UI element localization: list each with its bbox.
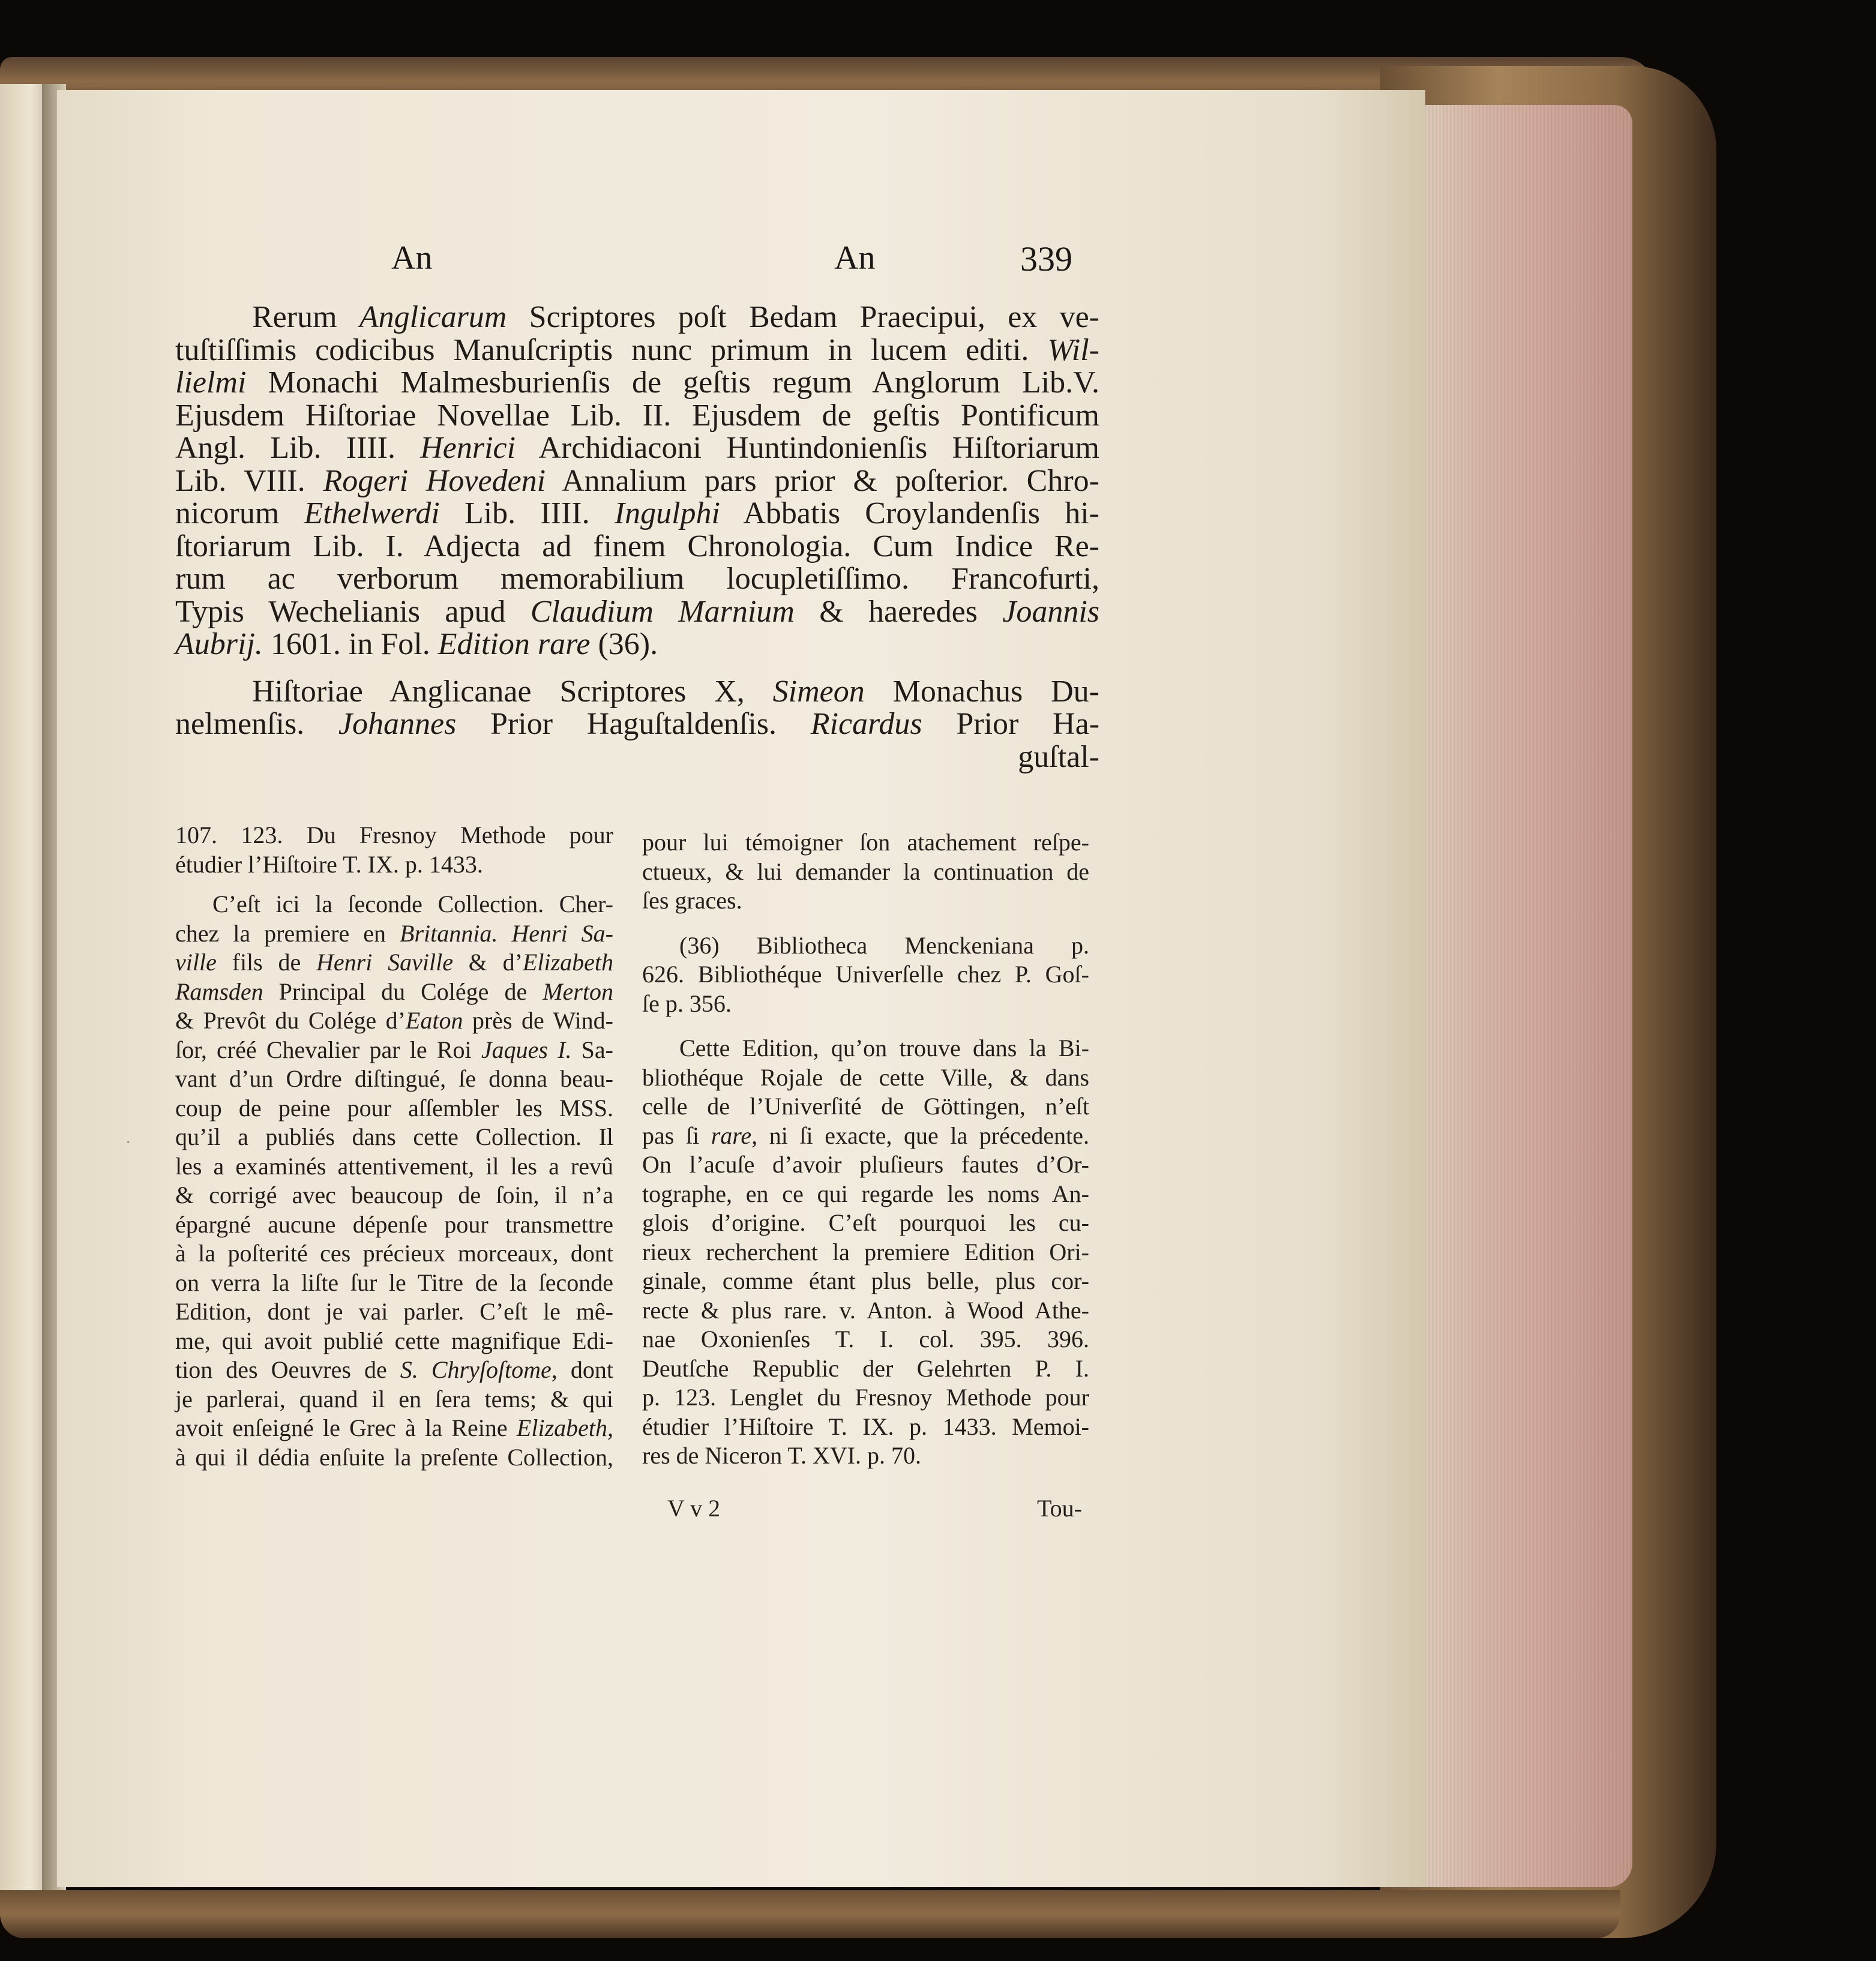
italic-text: Henrici bbox=[420, 431, 516, 465]
footnotes-left-column bbox=[175, 821, 613, 1472]
footnote-line bbox=[642, 1413, 1089, 1442]
italic-text: Elizabeth, bbox=[516, 1414, 613, 1441]
text-run: recte & plus rare. v. Anton. à Wood Athe- bbox=[642, 1296, 1089, 1324]
text-run: 1601. in Fol. bbox=[262, 627, 438, 661]
text-run: Annalium pars prior & poſterior. Chro- bbox=[546, 463, 1099, 498]
footnote-line bbox=[175, 1094, 613, 1123]
text-run: Typis Wechelianis apud bbox=[175, 594, 531, 629]
footnote-line bbox=[642, 1325, 1089, 1354]
text-run: ſe p. 356. bbox=[642, 990, 732, 1017]
text-run: pour lui témoigner ſon atachement reſpe- bbox=[642, 829, 1089, 856]
text-run: tuſtiſſimis codicibus Manuſcriptis nunc primum in lucem editi. bbox=[175, 332, 1048, 367]
text-run: & Prevôt du Colége d’ bbox=[175, 1007, 406, 1034]
italic-text: Henri Saville bbox=[316, 949, 453, 976]
text-run: me, qui avoit publié cette magnifique Edi- bbox=[175, 1327, 613, 1354]
text-run: avoit enſeigné le Grec à la Reine bbox=[175, 1414, 517, 1441]
text-run: guſtal- bbox=[1018, 739, 1099, 774]
text-run: vant d’un Ordre diſtingué, ſe donna beau- bbox=[175, 1065, 613, 1092]
running-head-left: An bbox=[391, 239, 433, 277]
italic-text: Henri Sa- bbox=[511, 919, 613, 947]
italic-text: lielmi bbox=[175, 365, 247, 400]
text-run: 626. Bibliothéque Univerſelle chez P. Goſ- bbox=[642, 961, 1089, 988]
italic-text: Merton bbox=[543, 977, 613, 1005]
text-run: res de Niceron T. XVI. p. 70. bbox=[642, 1442, 922, 1469]
text-line bbox=[175, 334, 1099, 367]
text-line bbox=[175, 465, 1099, 498]
text-line bbox=[175, 301, 1099, 334]
footnote-line bbox=[175, 1269, 613, 1298]
margin-mark: ˙ bbox=[125, 1137, 132, 1159]
footnote-line bbox=[642, 828, 1089, 857]
footnote-line bbox=[175, 1036, 613, 1065]
italic-text: Ramsden bbox=[175, 977, 263, 1005]
italic-text: Anglicarum bbox=[359, 300, 507, 334]
footnote-line bbox=[642, 857, 1089, 887]
text-run: dont bbox=[557, 1356, 613, 1383]
text-run: je parlerai, quand il en ſera tems; & qui bbox=[175, 1385, 613, 1413]
footnote-line bbox=[175, 1152, 613, 1182]
text-run: Monachus Du- bbox=[864, 674, 1099, 709]
footnote-line bbox=[642, 1441, 1089, 1471]
italic-text: Edition rare bbox=[437, 627, 591, 661]
footnote-line bbox=[175, 1065, 613, 1094]
italic-text: Aubrij. bbox=[175, 627, 263, 661]
italic-text: Elizabeth bbox=[522, 949, 614, 976]
text-run: rum ac verborum memorabilium locupletiſſimo. Francofurti, bbox=[175, 562, 1099, 596]
text-run: fils de bbox=[216, 949, 317, 976]
italic-text: Ethelwerdi bbox=[304, 496, 440, 530]
footnote-line bbox=[175, 977, 613, 1007]
book-cover-bottom bbox=[0, 1890, 1620, 1938]
text-run: étudier l’Hiſtoire T. IX. p. 1433. bbox=[175, 850, 483, 878]
text-run: Angl. Lib. IIII. bbox=[175, 431, 421, 465]
italic-text: Johannes bbox=[338, 707, 457, 741]
text-line bbox=[175, 741, 1099, 774]
footnote-line bbox=[642, 990, 1089, 1019]
footnote-line bbox=[642, 1180, 1089, 1209]
text-run: glois d’origine. C’eſt pourquoi les cu- bbox=[642, 1209, 1089, 1236]
footnote-line bbox=[175, 1006, 613, 1036]
text-run: Prior Haguſtaldenſis. bbox=[456, 707, 811, 741]
footnote-line bbox=[642, 1238, 1089, 1267]
italic-text: Ricardus bbox=[810, 707, 922, 741]
text-run: p. 123. Lenglet du Fresnoy Methode pour bbox=[642, 1384, 1089, 1411]
footnote-line bbox=[642, 960, 1089, 990]
footnote-line bbox=[175, 821, 613, 850]
text-run: Prior Ha- bbox=[922, 707, 1100, 741]
text-run: (36). bbox=[590, 627, 658, 661]
footnote-line bbox=[642, 1209, 1089, 1238]
footnote-line bbox=[175, 1327, 613, 1356]
footnote-line bbox=[175, 1443, 613, 1473]
text-run: 107. 123. Du Fresnoy Methode pour bbox=[175, 821, 613, 848]
text-run: rieux recherchent la premiere Edition Ori- bbox=[642, 1238, 1089, 1266]
footnote-line bbox=[175, 1123, 613, 1152]
text-run: Cette Edition, qu’on trouve dans la Bi- bbox=[679, 1035, 1089, 1062]
footnote-line bbox=[642, 1092, 1089, 1122]
footnote-line bbox=[642, 1150, 1089, 1180]
text-run: Rerum bbox=[252, 300, 359, 334]
footnote-line bbox=[642, 1063, 1089, 1093]
text-run: épargné aucune dépenſe pour transmettre bbox=[175, 1210, 613, 1238]
text-run: tion des Oeuvres de bbox=[175, 1356, 400, 1383]
footnote-line bbox=[642, 1383, 1089, 1413]
text-run: Deutſche Republic der Gelehrten P. I. bbox=[642, 1354, 1089, 1382]
italic-text: Ingulphi bbox=[614, 496, 721, 530]
italic-text: Rogeri Hovedeni bbox=[323, 463, 546, 498]
text-run: bliothéque Rojale de cette Ville, & dans bbox=[642, 1063, 1089, 1091]
text-run: & corrigé avec beaucoup de ſoin, il n’a bbox=[175, 1182, 613, 1209]
footnotes-right-column bbox=[642, 828, 1089, 1471]
text-run: C’eſt ici la ſeconde Collection. Cher- bbox=[212, 890, 613, 917]
page-number: 339 bbox=[1020, 239, 1072, 278]
paragraph-gap bbox=[642, 916, 1089, 931]
text-run: étudier l’Hiſtoire T. IX. p. 1433. Memoi- bbox=[642, 1413, 1089, 1440]
text-run: Abbatis Croylandenſis hi- bbox=[720, 496, 1099, 530]
text-run: à qui il dédia enſuite la preſente Collection, bbox=[175, 1443, 613, 1471]
signature-mark: V v 2 bbox=[667, 1495, 721, 1522]
footnote-line bbox=[175, 948, 613, 977]
text-run: Monachi Malmesburienſis de geſtis regum Anglorum Lib.V. bbox=[246, 365, 1099, 400]
italic-text: Britannia. bbox=[400, 919, 498, 947]
footnote-line bbox=[175, 919, 613, 949]
italic-text: Joannis bbox=[1002, 594, 1100, 629]
text-run: qu’il a publiés dans cette Collection. Il bbox=[175, 1123, 613, 1150]
text-run: & d’ bbox=[452, 949, 523, 976]
text-run: (36) Bibliotheca Menckeniana p. bbox=[679, 931, 1089, 959]
main-text-block bbox=[175, 301, 1099, 773]
text-run: ginale, comme étant plus belle, plus cor- bbox=[642, 1267, 1089, 1294]
footnote-line bbox=[175, 1414, 613, 1443]
text-run: Sa- bbox=[571, 1036, 613, 1063]
text-run: on verra la liſte ſur le Titre de la ſeconde bbox=[175, 1269, 613, 1296]
text-run: Lib. VIII. bbox=[175, 463, 323, 498]
text-run: les a examinés attentivement, il les a revû bbox=[175, 1152, 613, 1180]
text-run: près de Wind- bbox=[463, 1007, 614, 1034]
text-line bbox=[175, 596, 1099, 629]
text-line bbox=[175, 563, 1099, 596]
page-block-fore-edge bbox=[1425, 105, 1632, 1887]
italic-text: ville bbox=[175, 949, 217, 976]
paragraph-gap bbox=[175, 879, 613, 890]
footnote-line bbox=[642, 1034, 1089, 1063]
footnote-line bbox=[642, 1267, 1089, 1296]
text-run: Lib. IIII. bbox=[439, 496, 615, 530]
text-run: nicorum bbox=[175, 496, 304, 530]
text-run: On l’acuſe d’avoir pluſieurs fautes d’Or- bbox=[642, 1151, 1089, 1178]
text-run: tographe, en ce qui regarde les noms An- bbox=[642, 1180, 1089, 1207]
footnote-line bbox=[175, 1356, 613, 1385]
footnote-line bbox=[175, 1181, 613, 1210]
text-run: coup de peine pour aſſembler les MSS. bbox=[175, 1094, 613, 1122]
text-run: Ejusdem Hiſtoriae Novellae Lib. II. Ejusdem de geſtis Pontificum bbox=[175, 398, 1099, 433]
text-run: ni ſi exacte, que la précedente. bbox=[757, 1122, 1089, 1149]
footnote-line bbox=[642, 1354, 1089, 1384]
catchword: Tou- bbox=[1037, 1495, 1082, 1522]
text-run: pas ſi bbox=[642, 1122, 711, 1149]
text-line bbox=[175, 628, 1099, 661]
text-run: Principal du Colége de bbox=[263, 977, 543, 1005]
text-run: Edition, dont je vai parler. C’eſt le mê- bbox=[175, 1298, 613, 1325]
footnote-line bbox=[642, 931, 1089, 961]
italic-text: rare, bbox=[711, 1122, 758, 1149]
footnote-line bbox=[175, 1297, 613, 1327]
text-run: ſes graces. bbox=[642, 887, 742, 914]
footnote-line bbox=[175, 890, 613, 919]
text-run: ctueux, & lui demander la continuation de bbox=[642, 857, 1089, 885]
italic-text: Eaton bbox=[405, 1007, 463, 1034]
footnote-line bbox=[175, 1239, 613, 1269]
italic-text: Wil- bbox=[1047, 332, 1099, 367]
running-head-center: An bbox=[834, 239, 876, 277]
text-line bbox=[175, 676, 1099, 709]
text-run: chez la premiere en bbox=[175, 919, 400, 947]
text-run: & haeredes bbox=[794, 594, 1003, 629]
text-run: à la poſterité ces précieux morceaux, dont bbox=[175, 1240, 613, 1267]
text-line bbox=[175, 432, 1099, 465]
text-line bbox=[175, 708, 1099, 741]
footnote-line bbox=[642, 1122, 1089, 1151]
text-line bbox=[175, 530, 1099, 563]
text-run bbox=[498, 920, 511, 947]
footnote-line bbox=[642, 886, 1089, 916]
text-line bbox=[175, 497, 1099, 530]
text-run: ſtoriarum Lib. I. Adjecta ad finem Chronologia. Cum Indice Re- bbox=[175, 529, 1099, 563]
text-line bbox=[175, 400, 1099, 433]
footnote-line bbox=[175, 850, 613, 880]
paragraph-gap bbox=[175, 661, 1099, 676]
italic-text: Simeon bbox=[772, 674, 865, 709]
footnote-line bbox=[175, 1385, 613, 1414]
text-run: Hiſtoriae Anglicanae Scriptores X, bbox=[252, 674, 773, 709]
text-run: Archidiaconi Huntindonienſis Hiſtoriarum bbox=[516, 431, 1099, 465]
text-line bbox=[175, 367, 1099, 400]
footnote-line bbox=[175, 1210, 613, 1240]
italic-text: Claudium Marnium bbox=[530, 594, 795, 629]
text-run: Scriptores poſt Bedam Praecipui, ex ve- bbox=[507, 300, 1099, 334]
paragraph-gap bbox=[642, 1018, 1089, 1034]
text-run: nelmenſis. bbox=[175, 707, 338, 741]
text-run: nae Oxonienſes T. I. col. 395. 396. bbox=[642, 1326, 1089, 1353]
italic-text: S. Chryſoſtome, bbox=[400, 1356, 558, 1383]
footnote-line bbox=[642, 1296, 1089, 1326]
text-run: ſor, créé Chevalier par le Roi bbox=[175, 1036, 481, 1063]
text-run: celle de l’Univerſité de Göttingen, n’eſt bbox=[642, 1093, 1089, 1120]
italic-text: Jaques I. bbox=[481, 1036, 572, 1063]
